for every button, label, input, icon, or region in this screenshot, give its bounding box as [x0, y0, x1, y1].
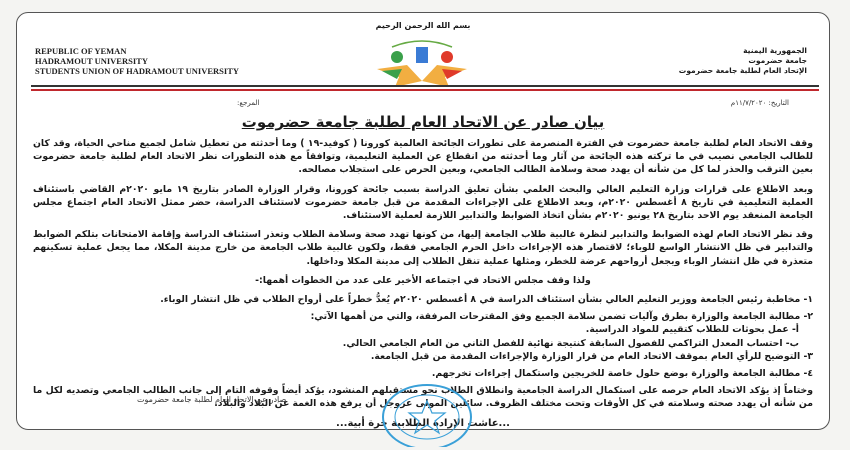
- step-item: ١- مخاطبة رئيس الجامعة ووزير التعليم العالي بشأن استئناف الدراسة في ٨ أغسطس ٢٠٢٠م يُعدُّ خطراً على أرواح الطلاب في ظل انتشار الوباء.: [160, 294, 813, 306]
- step-item: ٣- التوضيح للرأي العام بموقف الاتحاد العام من قرار الوزارة والإجراءات المقدمة من قبل الجامعة.: [370, 350, 813, 362]
- step-item: ٤- مطالبة الجامعة والوزارة بوضع حلول خاصة للخريجين واستكمال إجراءات تخرجهم.: [431, 368, 813, 380]
- steps-intro: ولذا وقف مجلس الاتحاد في اجتماعه الأخير على عدد من الخطوات أهمها:-: [255, 274, 591, 286]
- document-page: [16, 12, 830, 430]
- document-reference: المرجع:: [237, 99, 260, 107]
- letterhead-line: الجمهورية اليمنية: [743, 46, 807, 55]
- issuer-signature: صادر عن الاتحاد العام لطلبة جامعة حضرموت: [137, 395, 287, 404]
- arabic-letterhead: [679, 46, 807, 76]
- paragraph: وبعد الاطلاع على قرارات وزارة التعليم العالي والبحث العلمي بشأن تعليق الدراسة بسبب جائحة كورونا، وقرار الوزارة الصادر بتاريخ ١٩ مايو ٢٠٢٠م القاضي باستئناف العملية التعليمية في تاريخ ٨ أغسطس ٢٠٢٠م، وبعد الاطلاع على الإجراءات المقدمة من قبل جامعة حضرموت لاستئناف الدراسة، حضر ممثل الاتحاد العام اجتماع مجلس الجامعة المنعقد يوم الاحد بتاريخ ٢٨ يونيو ٢٠٢٠م بشأن اتخاذ الضوابط والتدابير اللازمة لعملية الاستئناف.: [33, 183, 814, 222]
- letterhead-line: الإتحاد العام لطلبة جامعة حضرموت: [678, 66, 807, 75]
- basmala: بسم الله الرحمن الرحيم: [375, 21, 471, 30]
- conclusion: وختاماً إذ يؤكد الاتحاد العام حرصه على استكمال الدراسة الجامعية وانطلاق الطلاب نحو مستقبلهم المنشود، يؤكد أيضاً وقوفه التام إلى جانب الطالب الجامعي وتصديه لكل ما من شأنه أن يهدد صحته وسلامته في كل الأوقات وتحت مختلف الظروف. سائلين المولى عزوجل أن يرفع هذه الغمة عن البلاد والبلاد.: [33, 385, 813, 410]
- letterhead-line: HADRAMOUT UNIVERSITY: [35, 56, 148, 66]
- header-divider-red: [31, 89, 819, 91]
- official-stamp: [377, 381, 477, 447]
- letterhead-line: REPUBLIC OF YEMAN: [35, 46, 127, 56]
- union-logo: [217, 29, 627, 89]
- sub-step-item: أ- عمل بحوثات للطلاب كتقييم للمواد الدراسية.: [585, 324, 799, 336]
- header-divider: [31, 85, 819, 87]
- document-title: بيان صادر عن الاتحاد العام لطلبة جامعة حضرموت: [241, 113, 605, 131]
- closing-slogan: ...عاشت الإرادة الطلابية حرة أبية...: [336, 417, 510, 429]
- letterhead-line: STUDENTS UNION OF HADRAMOUT UNIVERSITY: [35, 66, 240, 76]
- english-letterhead: [35, 46, 239, 76]
- paragraph: وقف الاتحاد العام لطلبة جامعة حضرموت في الفترة المنصرمة على تطورات الجائحة العالمية كورونا ( كوفيد-١٩ ) وما أحدثته من تعطيل شامل لجميع مناحي الحياة، وقد كان للطالب الجامعي نصيب في ما تركته هذه الجائحة من آثار وما أحدثته من انقطاع عن العملية التعليمية، وتوافقاً مع هذه التطورات نظر الاتحاد العام لطلبة جامعة حضرموت بعين الترقب والحذر لما كل من شأنه أن يهدد صحة وسلامة الطالب الجامعي، وبعين الحرص على استجلاب مصالحه.: [33, 138, 813, 176]
- letterhead-line: جامعة حضرموت: [748, 56, 807, 65]
- sub-step-item: ب- احتساب المعدل التراكمي للفصول السابقة كنتيجة نهائية للفصل الثاني من العام الجامعي الحالي.: [342, 337, 799, 349]
- step-item: ٢- مطالبة الجامعة والوزارة بطرق وآليات تضمن سلامة الجميع وفق المقترحات المرفقة، والتي من أهمها الآتي:: [310, 311, 813, 323]
- paragraph: وقد نظر الاتحاد العام لهذه الضوابط والتدابير لنظرة غالبية طلاب الجامعة إليها، من كونها تهدد صحة وسلامة الطلاب وتعذر استئناف الدراسة وإقامة الامتحانات بتلكم الضوابط والتدابير في ظل الانتشار الواسع للوباء؛ لاقتصار هذه الإجراءات داخل الحرم الجامعي فقط، ولكون غالبية طلاب الجامعة من خارج مدينة المكلا، مما يجعل عملية تسكينهم متعذرة في ظل انتشار الوباء ويجعل أرواحهم عرضة للخطر، ومثلها عملية تنقل الطلاب إلى مدينة المكلا وداخلها.: [33, 229, 813, 267]
- document-date: التاريخ: ١١/٧/٢٠٢٠م: [730, 99, 789, 107]
